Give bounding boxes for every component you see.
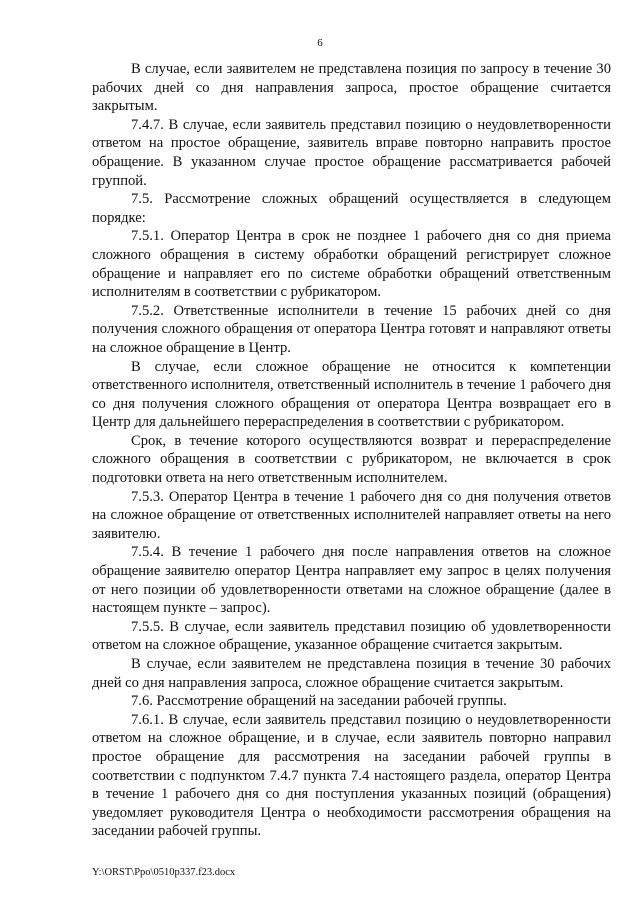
paragraph-7-5-5: 7.5.5. В случае, если заявитель представил позицию об удовлетворенности ответом на сложное обращение, указанное обращение считается закрытым. <box>92 618 611 654</box>
paragraph-competence: В случае, если сложное обращение не относится к компетенции ответственного исполнителя, ответственный исполнитель в течение 1 рабочего дня со дня получения сложного обращения от оператора Центра возвращает его в Центр для дальнейшего перераспределения в соответствии с рубрикатором. <box>92 358 611 431</box>
paragraph-7-5-4: 7.5.4. В течение 1 рабочего дня после направления ответов на сложное обращение заявителю оператор Центра направляет ему запрос в целях получения от него позиции об удовлетворенности ответами на сложное обращение (далее в настоящем пункте – запрос). <box>92 544 611 617</box>
paragraph-7-6: 7.6. Рассмотрение обращений на заседании рабочей группы. <box>131 693 507 710</box>
paragraph-7-4-7: 7.4.7. В случае, если заявитель представил позицию о неудовлетворенности ответом на простое обращение, заявитель вправе повторно направить простое обращение. В указанном случае простое обращение рассматривается рабочей группой. <box>92 116 611 189</box>
paragraph-return-term: Срок, в течение которого осуществляются возврат и перераспределение сложного обращения в соответствии с рубрикатором, не включается в срок подготовки ответа на него ответственным исполнителем. <box>92 432 611 487</box>
paragraph-7-5: 7.5. Рассмотрение сложных обращений осуществляется в следующем порядке: <box>92 191 611 226</box>
paragraph-no-response-complex: В случае, если заявителем не представлена позиция в течение 30 рабочих дней со дня направления запроса, сложное обращение считается закрытым. <box>92 656 611 691</box>
document-body <box>92 60 611 841</box>
paragraph-7-6-1: 7.6.1. В случае, если заявитель представил позицию о неудовлетворенности ответом на сложное обращение, и в случае, если заявитель повторно направил простое обращение для рассмотрения на заседании рабочей группы в соответствии с подпунктом 7.4.7 пункта 7.4 настоящего раздела, оператор Центра в течение 1 рабочего дня со дня поступления указанных позиций (обращения) уведомляет руководителя Центра о необходимости рассмотрения обращения на заседании рабочей группы. <box>92 711 611 840</box>
paragraph-7-5-3: 7.5.3. Оператор Центра в течение 1 рабочего дня со дня получения ответов на сложное обращение от ответственных исполнителей направляет ответы на него заявителю. <box>92 488 611 542</box>
paragraph-no-response-simple: В случае, если заявителем не представлена позиция по запросу в течение 30 рабочих дней со дня направления запроса, простое обращение считается закрытым. <box>92 61 611 115</box>
paragraph-7-5-2: 7.5.2. Ответственные исполнители в течение 15 рабочих дней со дня получения сложного обращения от оператора Центра готовят и направляют ответы на сложное обращение в Центр. <box>92 302 611 356</box>
paragraph-7-5-1: 7.5.1. Оператор Центра в срок не позднее 1 рабочего дня со дня приема сложного обращения в систему обработки обращений регистрирует сложное обращение и направляет его по системе обработки обращений ответственным исполнителям в соответствии с рубрикатором. <box>92 228 611 301</box>
page-number: 6 <box>317 37 323 49</box>
file-path-footer: Y:\ORST\Ppo\0510p337.f23.docx <box>92 867 236 878</box>
